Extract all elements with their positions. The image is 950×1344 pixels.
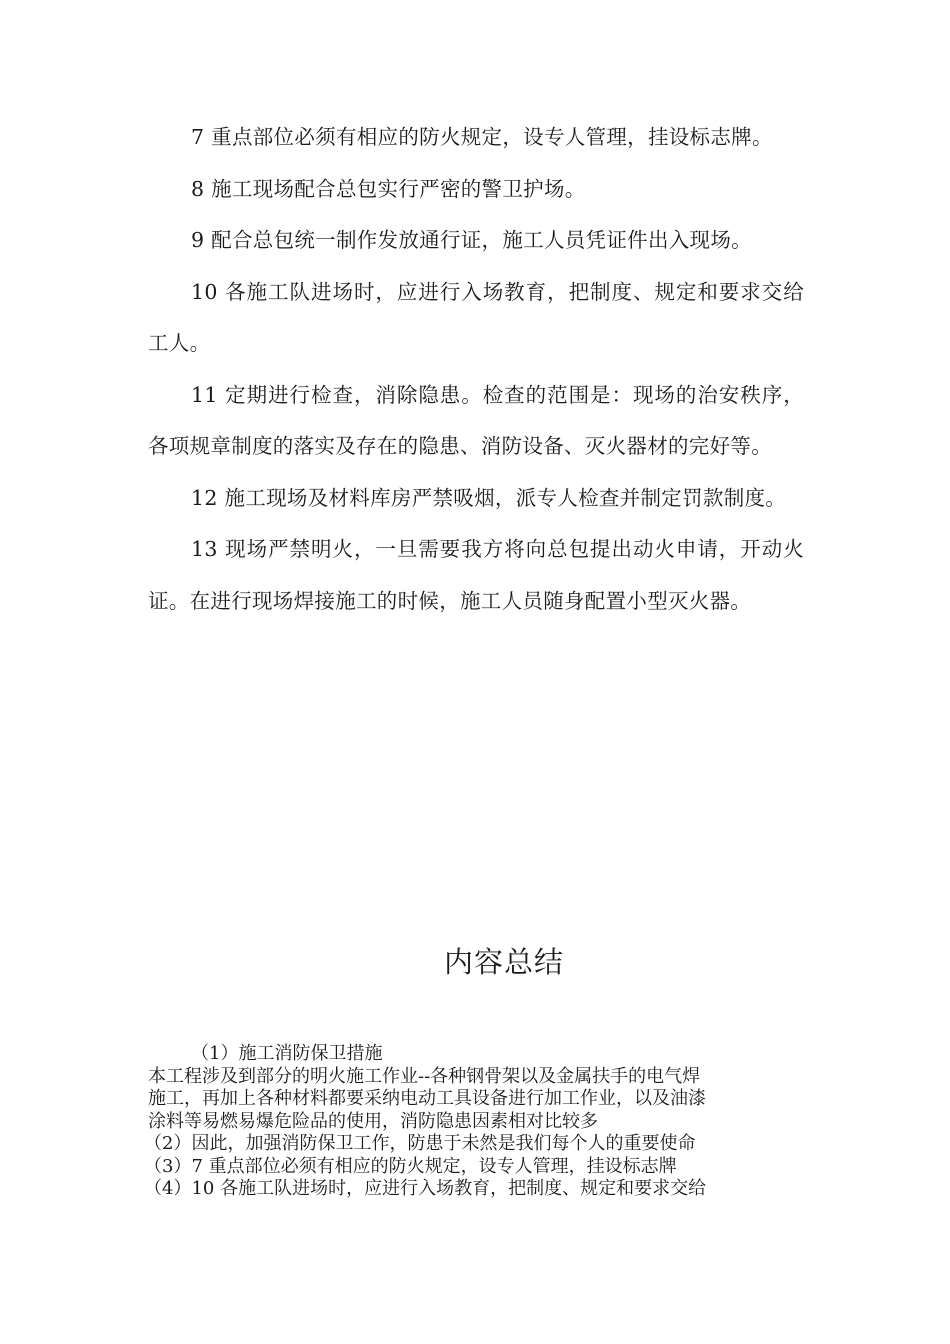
summary-section	[144, 1043, 808, 1201]
summary-line-5: （2）因此，加强消防保卫工作，防患于未然是我们每个人的重要使命	[144, 1133, 696, 1154]
paragraph-11: 11 定期进行检查，消除隐患。检查的范围是：现场的治安秩序，各项规章制度的落实及存在的隐患、消防设备、灭火器材的完好等。	[148, 382, 804, 458]
summary-line-6: （3）7 重点部位必须有相应的防火规定，设专人管理，挂设标志牌	[144, 1155, 677, 1177]
paragraph-13: 13 现场严禁明火，一旦需要我方将向总包提出动火申请，开动火证。在进行现场焊接施工的时候，施工人员随身配置小型灭火器。	[148, 537, 804, 613]
summary-line-7: （4）10 各施工队进场时，应进行入场教育，把制度、规定和要求交给	[144, 1178, 707, 1199]
paragraph-9: 9 配合总包统一制作发放通行证，施工人员凭证件出入现场。	[191, 228, 752, 252]
summary-title: 内容总结	[443, 945, 564, 979]
summary-line-2: 本工程涉及到部分的明火施工作业--各种钢骨架以及金属扶手的电气焊	[148, 1065, 701, 1087]
body-section	[148, 112, 804, 627]
paragraph-10: 10 各施工队进场时，应进行入场教育，把制度、规定和要求交给工人。	[148, 279, 804, 355]
summary-line-1: （1）施工消防保卫措施	[191, 1043, 383, 1064]
paragraph-8: 8 施工现场配合总包实行严密的警卫护场。	[191, 176, 586, 201]
paragraph-12: 12 施工现场及材料库房严禁吸烟，派专人检查并制定罚款制度。	[191, 485, 787, 510]
paragraph-7: 7 重点部位必须有相应的防火规定，设专人管理，挂设标志牌。	[191, 125, 773, 149]
summary-line-4: 涂料等易燃易爆危险品的使用，消防隐患因素相对比较多	[148, 1110, 598, 1132]
summary-line-3: 施工，再加上各种材料都要采纳电动工具设备进行加工作业，以及油漆	[148, 1088, 706, 1109]
